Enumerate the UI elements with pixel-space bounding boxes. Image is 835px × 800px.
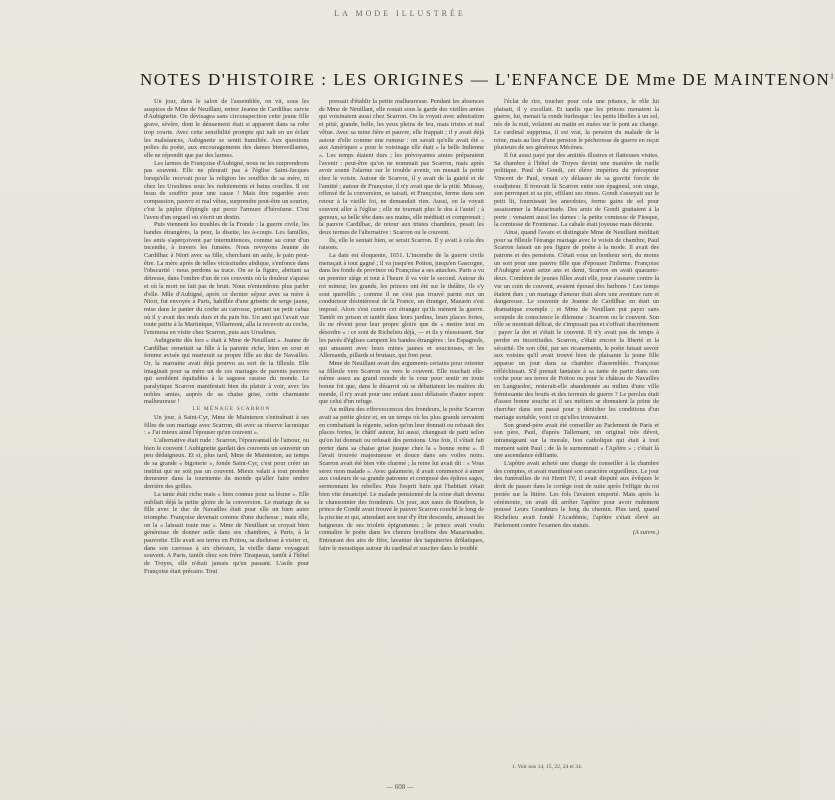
paragraph: Les larmes de Françoise d'Aubigné, nous ne les surprendrons pas souvent. Elle ne pleurait pas à l'église Saint-Jacques lorsqu'elle recevait pour la religion les souffles de sa mère, ni chez les Ursulines sous les rudoiements et bains cruelles. Il est beau de souffrir pour une cause ! Mais être regardée avec compassion, pauvre et mal vêtue, surprendre peut-être un sourire, c'est la piqûre d'épingle qui perce l'armure d'héroïsme. C'est l'aveu d'un orgueil où s'écrit un destin. xyxy=(144,159,309,221)
paragraph: Un jour, dans le salon de l'assemblée, on vit, sous les auspices de Mme de Neuillant, entrer Jeanne de Cardilhac suivie d'Aubignette. On dévisagea sans circonspection cette jeune fille grave, sévère, dont le dénuement était si apparent dans sa robe trop courte. Avec cette sensibilité prompte qui naît en un éclair les malséances, Aubignette se sentit humiliée. Aux questions polies du poète, aux encouragements des dames bienveillantes, elle ne répondit que par des larmes. xyxy=(144,98,309,159)
to-be-continued: (A suivre.) xyxy=(632,529,659,537)
paragraph: pressait d'établir la petite malheureuse. Pendant les absences de Mme de Neuillant, elle restait sous la garde des vieilles amies qui voisinaient aussi chez Scarron. On la voyait avec admiration et pitié, grande, belle, les yeux pleins de feu, mais tristes et mal vêtue. Avec sa mine fière et pauvre, elle frappait ; il y avait déjà autour d'elle comme une rumeur : on savait qu'elle avait été « aux Amériques » pour le voisinage elle était « la belle Indienne ». Les temps étaient durs ; les prévoyantes amies préparaient l'avenir : peut-être qu'on ne nommait pas Scarron, mais après avoir sonné l'alarme sur le trouble avenir, on menait la petite chez le voisin. Autour de Scarron, il y avait de la gaieté et de l'amitié ; autour de Françoise, il n'y avait que de la pitié. Mussay, offensé de la conversion, se taisait, et Françoise, ferme dans son retour à la vieille foi, ne demandait rien. Aussi, on la voyait souvent aller à l'église ; elle ne tournait plus le dos à l'autel ; à genoux, sa belle tête dans ses mains, elle méditait et comprenait ; la pauvre Cardilhac, de retour aux tristes chambres, pesait les deux termes de l'alternative : Scarron ou le couvent. xyxy=(319,98,484,236)
paragraph: Ils, elle le sentait bien, se serait Scarron. Il y avait à cela des raisons. xyxy=(319,236,484,252)
paragraph: l'éclat de rire, toucher pour cela une pitance, le rôle lui plaisait, il y excellait. Et tandis que les princes menaient la guerre, lui, menait la ronde burlesque : les petits libelles à un sol, nés de la nuit, volaient au matin en nuées sur le pont au change. Le cardinal supprima, il est vrai, la pension du malade de la reine, mais au lieu d'une pension le pécheresse de guerre en reçut plusieurs de ses généreux Mécènes. xyxy=(494,98,659,152)
paragraph: L'alternative était rude : Scarron, l'épouvantail de l'amour, ou bien le couvent ! Aubignette gardait des couvents un souvenir un peu dédaigneux. Et si, plus tard, Mme de Maintenon, au temps de sa grande « bigoterie », fonde Saint-Cyr, c'est pour créer un institut qui ne soit pas un couvent. Mieux valait à tout prendre demeurer dans la tourmente du monde qu'aller faire ombre derrière des grilles. xyxy=(144,436,309,491)
paragraph: Un jour, à Saint-Cyr, Mme de Maintenon s'entraînait à ses filles de son mariage avec Scarron, dit avec sa réserve laconique : « J'ai mieux aimé l'épouser qu'un couvent ». xyxy=(144,413,309,437)
column-3 xyxy=(494,98,659,766)
page-number: — 608 — xyxy=(386,783,414,791)
paragraph: Au milieu des effervescences des frondeurs, le poète Scarron avait sa petite gloire et, en un temps où les plus grands servaient en combattant la régente, selon qu'on leur donnait ou refusait des places fortes, le châtif auteur, lui aussi, changeait de parti selon qu'on lui donnait ou refusait des pensions. Une fois, il s'était fait porter dans sa chaise grise jusque chez la « bonne reine ». Il l'avait trouvée majestueuse et douce dans ses voiles noirs. Scarron avait été bien vite charmé ; la reine lui avait dit : « Vous serez mon malade ». Avec galanterie, il avait commencé à aimer aux couleurs de sa grande patronne et composé des épîtres sages, sermonnant les rebelles. Puis l'esprit lutin qui l'habitait s'était bien vite émancipé. Le malade pensionné de la reine était devenu le chansonnier des frondeurs. Un jour, aux eaux de Bourbon, le prince de Condé avait trouvé le pauvre Scarron couché le long de la piscine et qui, attendant son tour d'y être descendu, amusait les baigneurs de ses triolets épigrammes ; le prince avait voulu connaître le poète dans les chœurs bouffons des Mazarinades. Entourant des airs de fifre, lavantur des taquineries drôlatiques, faire le moustique autour du cardinal et susciter dans le troublé xyxy=(319,406,484,552)
column-2 xyxy=(319,98,484,766)
footnote: 1. Voir nos 14, 15, 22, 24 et 34. xyxy=(512,764,583,770)
paragraph: Son grand-père avait été conseiller au Parlement de Paris et son père, Paul, d'après Tallemant, un original très dévot, intransigeant sur la morale, bon catholique qui était à tout moment saint Paul ; de là le surnomnait « l'Apôtre » ; c'était là une ascendance édifiante. xyxy=(494,421,659,460)
paragraph: La date est éloquente, 1651. L'incendie de la guerre civile menaçait à tout gagné ; il va jusqu'en Poitou, jusqu'en Gascogne, dans les fonds de province où Françoise a ses attaches. Paris a vu un premier siège et tout à l'heure il va voir le second. Autour du roi mineur, les grands, les princes ont été sur le théâtre, ils s'y sont querellés ; comme il ne s'est pas trouvé parmi eux un conducteur désintéressé de la France, un étranger, Mazarin s'est imposé. Alors s'est contre cet étranger qu'ils mènent la guerre. Tantôt en prison et tantôt dans leurs jardins, leurs places fortes, ils ne rêvent pour leur propre gloire que de « mettre tout en désordre » : ce sont de Richelieu déjà, — et ils y réussissent. Sur les pavés d'églises campent les bandes étrangères : les Espagnols, qui amusent avec leurs mines jaunes et soucieuses, et les Allemands, pillards et brutaux, qui font peur. xyxy=(319,252,484,360)
paragraph: Il fut aussi payé par des amitiés illustres et flatteuses visites. Sa chambre à l'hôtel de Troyes devint une manière de ruelle politique. Paul de Gondi, cet élève impérieu du précepteur Vincent de Paul, venait s'y délasser de sa gravité forcée de coadjuteur. Il trouvait là Scarron entre son épagneul, son singe, son perroquet et sa pie, effilant ses rimes. Gondi s'asseyait sur le petit lit, fournissait les anecdotes, ferme gains de sel pour assaisonner la Mazarinade. Des amis de Gondi grattaient à la porte : venaient aussi les dames : la petite comtesse de Fiesque, la comtesse de Frontenac. La cabale était joyeuse mais décente. xyxy=(494,151,659,229)
title-footnote-marker: 1 xyxy=(830,72,835,81)
paragraph: Ainsi, quand l'avare et distinguée Mme de Neuillant méditait pour sa filleule l'étrange mariage avec le voisin de chambre, Paul Scarron faisait un peu figure de poète à la mode. Il avait des patrons et des pensions. C'était vous un bonheur sort, du moins un sort pour une pauvre fille que d'épouser l'infirme. Françoise d'Aubigné avait seize ans et demi, Scarron en avait quarante-deux. Combien de jeunes filles avait elle, pour s'assurer contre la vie un coin de couvent, avaient épousé des barbons ! Les temps étaient durs ; un mariage d'amour était alors une aventure rare et dangereuse. Le souvenir de Jeanne de Cardilhac en était un dramatique exemple ; et Mme de Neuillant put payer sans scrupule de conscience le dilemme : Scarron ou le couvent. Son rôle se montrait délicat, de s'imposait pas et s'offrait discrètement : payer la dot et s'était le couvent. Il n'y avait pas de temps à perdre en incertitudes. Scarron, c'était encore la liberté et la sécurité. De son côté, par ses ricanements, le poète faisait savoir aux voisins qu'il avait trouvé bien de plaisante la jeune fille apparue un jour dans sa chambre d'assemblée. Françoise réfléchissait. S'il prenait fantaisie à sa tante de partir dans son coche pour ses terres de Poitou ou pour le château de Navailles en Languedoc, resterait-elle abandonnée au milieu d'une ville frémissante des bruits et des terreurs de guerre ? Le perclus était d'assez bonne souche et il ses métiers se donnaient la peine de chercher dans son passé pour y dénicher les conditions d'un mariage sortable, voici ce qu'elles trouvaient. xyxy=(494,228,659,421)
article-title-text: NOTES D'HISTOIRE : LES ORIGINES — L'ENFANCE DE Mme DE MAINTENON xyxy=(140,70,831,89)
paragraph: Mme de Neuillant avait des arguments certains pour orienter sa filleule vers Scarron ou vers le couvent. Elle touchait elle-même assez au grand monde de la cour pour sentir en toute bonne foi que, dans le désarroi où se débattaient les maîtres du monde, il n'y avait pour une enfant aussi délaissée d'autre espoir que celui d'un refuge. xyxy=(319,359,484,406)
paragraph: L'apôtre avait acheté une charge de conseiller à la chambre des comptes, et avait manifesté son caractère orgueilleux. Le jour des funérailles de roi Henri IV, il avait disputé aux évêques le droit de passer dans le cortège tout de suite après l'effigie du roi portée sur la litière. Les fols l'avaient emporté. Mais après la cérémonie, on avait dû arrêter l'apôtre pour avoir rudement poussé Leurs Grandeurs le long du chemin. Plus tard, quand Richelieu avait fondé l'Académie, l'apôtre s'était élevé au Parlement contre l'examen des statuts. xyxy=(494,460,659,529)
running-head: LA MODE ILLUSTRÉE xyxy=(334,9,466,18)
article-title xyxy=(140,70,835,90)
paragraph: Aubignette dès lors « était à Mme de Neuillant ». Jeanne de Cardilhac remettait sa fille à la parente riche, bien en cour et femme avisée qui marierait sa propre fille au duc de Navailles. Or, la marraine avait déjà pourvu au sort de la filleule. Elle imaginait pour sa mère un de ces mariages de parents pauvres qui semblent équitables à la sagesse rassise du monde. Le paralytique Scarron manifestait bien du plaisir à voir, avec les nobles amies, auprès de sa chaise grise, cette charmante malheureuse ! xyxy=(144,336,309,406)
paragraph: La tante était riche mais « bien connue pour sa lésine ». Elle oubliait déjà la petite gloire de la conversion. Le mariage de sa fille avec le duc de Navailles était pour elle un bien autre triomphe. Françoise devenait comme d'une duchesse ; mais elle, on la « laissait toute nue ». Mme de Neuillant se croyait bien généreuse de donner asile dans ses chambres, à Paris, à la pauvrette. Elle avait ses terres en Poitou, sa duchesse à visiter et, dans son carrosse à six chevaux, la vieille dame voyageait souvent. A Paris, tantôt chez son frère Tiraqueau, tantôt à l'hôtel de Troyes, elle n'était jamais qu'en passant. L'asile pour Françoise était précaire. Tout xyxy=(144,490,309,575)
column-1 xyxy=(144,98,309,766)
paragraph: Puis viennent les troubles de la Fronde : la guerre civile, les bandes étrangères, la peur, la disette, les à-coups. Les familles, les amis s'aperçoivent par intermittences, comme au cœur d'un incendie, à travers les fumées. Nous revoyons Jeanne de Cardilhac à Niort avec sa fille, cherchant un asile, le pain peut-être. La mère après de telles vicissitudes abdique, s'enfonce dans l'obscurité : nous perdons sa trace. On se la figure, abritant sa détresse, dans l'ombre d'un de ces couvents où la douleur s'apaise et où la mort ne fait pas de bruit. Nous n'entendrons plus parler d'elle. Mlle d'Aubigné, après ce dernier séjour avec sa mère à Niort, fut envoyée à Paris, habillée d'une grisette de serge jaune, mise dans le panier du coche au carrosse, portant un petit cabas où il y avait des œufs durs et du pain bis. Un ami qui l'avait vue toute petite à la Martinique, Villarmont, alla la recevoir au coche, l'emmena en visite chez Scarron, puis aux Ursulines. xyxy=(144,221,309,337)
section-subhead: LE MÉNAGE SCARRON xyxy=(192,406,271,413)
